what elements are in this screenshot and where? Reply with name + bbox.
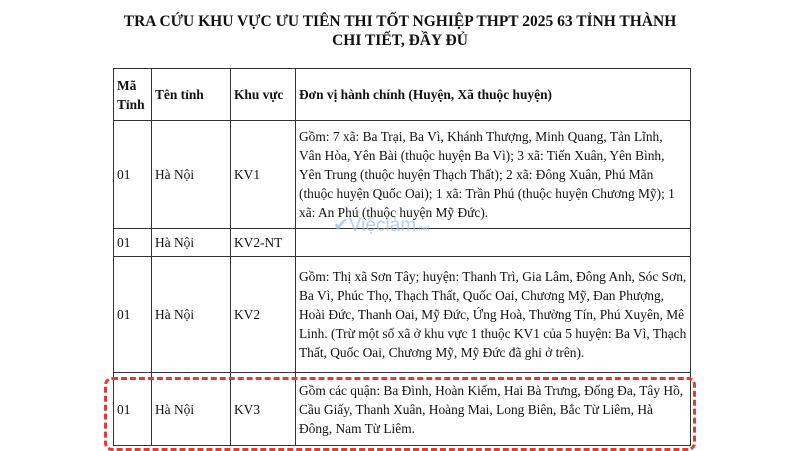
cell-area: KV2-NT bbox=[231, 229, 296, 257]
cell-province: Hà Nội bbox=[152, 373, 231, 446]
title-line-1: TRA CỨU KHU VỰC ƯU TIÊN THI TỐT NGHIỆP THPT 2025 63 TỈNH THÀNH bbox=[123, 13, 677, 30]
header-province-name: Tên tỉnh bbox=[152, 69, 231, 121]
table-header-row bbox=[114, 69, 691, 121]
cell-code: 01 bbox=[114, 229, 152, 257]
kv3-highlight-box bbox=[104, 377, 696, 451]
document-title bbox=[0, 12, 800, 50]
cell-code: 01 bbox=[114, 121, 152, 229]
cell-area: KV1 bbox=[231, 121, 296, 229]
cell-province: Hà Nội bbox=[152, 229, 231, 257]
watermark-text: Việclàm bbox=[348, 215, 417, 236]
cell-province: Hà Nội bbox=[152, 121, 231, 229]
cell-code: 01 bbox=[114, 257, 152, 373]
cell-area: KV3 bbox=[231, 373, 296, 446]
header-admin-units: Đơn vị hành chính (Huyện, Xã thuộc huyện) bbox=[296, 69, 691, 121]
header-province-code: Mã Tỉnh bbox=[114, 69, 152, 121]
cell-units: Gồm các quận: Ba Đình, Hoàn Kiếm, Hai Bà Trưng, Đống Đa, Tây Hồ, Cầu Giấy, Thanh Xuân, Hoàng Mai, Long Biên, Bắc Từ Liêm, Hà Đông, Nam Từ Liêm. bbox=[296, 373, 691, 446]
cell-units: Gồm: 7 xã: Ba Trại, Ba Vì, Khánh Thượng, Minh Quang, Tản Lĩnh, Vân Hòa, Yên Bài (thuộc huyện Ba Vì); 3 xã: Tiến Xuân, Yên Bình, Yên Trung (thuộc huyện Thạch Thất); 2 xã: Đông Xuân, Phú Mãn (thuộc huyện Quốc Oai); 1 xã: Trần Phú (thuộc huyện Chương Mỹ); 1 xã: An Phú (thuộc huyện Mỹ Đức). bbox=[296, 121, 691, 229]
cell-units: Gồm: Thị xã Sơn Tây; huyện: Thanh Trì, Gia Lâm, Đông Anh, Sóc Sơn, Ba Vì, Phúc Thọ, Thạch Thất, Quốc Oai, Chương Mỹ, Đan Phượng, Hoài Đức, Thanh Oai, Mỹ Đức, Ứng Hoà, Thường Tín, Phú Xuyên, Mê Linh. (Trừ một số xã ở khu vực 1 thuộc KV1 của 5 huyện: Ba Vì, Thạch Thất, Quốc Oai, Chương Mỹ, Mỹ Đức đã ghi ở trên). bbox=[296, 257, 691, 373]
table-row bbox=[114, 257, 691, 373]
watermark-logo bbox=[333, 214, 430, 237]
watermark-check-icon: ✔ bbox=[333, 215, 349, 236]
header-area: Khu vực bbox=[231, 69, 296, 121]
watermark-suffix: .net bbox=[416, 224, 430, 233]
cell-province: Hà Nội bbox=[152, 257, 231, 373]
cell-code: 01 bbox=[114, 373, 152, 446]
cell-area: KV2 bbox=[231, 257, 296, 373]
table-row bbox=[114, 121, 691, 229]
title-line-2: CHI TIẾT, ĐẦY ĐỦ bbox=[332, 32, 468, 49]
